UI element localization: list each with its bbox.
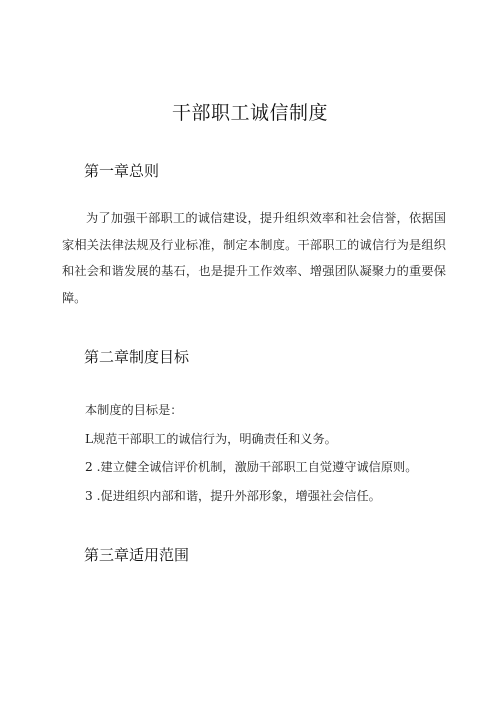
- list-item: 3 .促进组织内部和谐，提升外部形象，增强社会信任。: [85, 489, 381, 503]
- document-title: 干部职工诚信制度: [171, 102, 328, 124]
- chapter-1-heading: 第一章总则: [84, 162, 160, 180]
- list-item: 2 .建立健全诚信评价机制，激励干部职工自觉遵守诚信原则。: [85, 460, 418, 474]
- chapter-3-heading: 第三章适用范围: [84, 546, 190, 564]
- list-item: L规范干部职工的诚信行为，明确责任和义务。: [85, 432, 337, 446]
- chapter-1-paragraph: 为了加强干部职工的诚信建设，提升组织效率和社会信誉，依据国家相关法律法规及行业标准，制定本制度。干部职工的诚信行为是组织和社会和谐发展的基石，也是提升工作效率、增强团队凝聚力的重要保障。: [62, 211, 446, 305]
- chapter-2-heading: 第二章制度目标: [84, 348, 190, 366]
- chapter-2-intro: 本制度的目标是：: [85, 403, 183, 417]
